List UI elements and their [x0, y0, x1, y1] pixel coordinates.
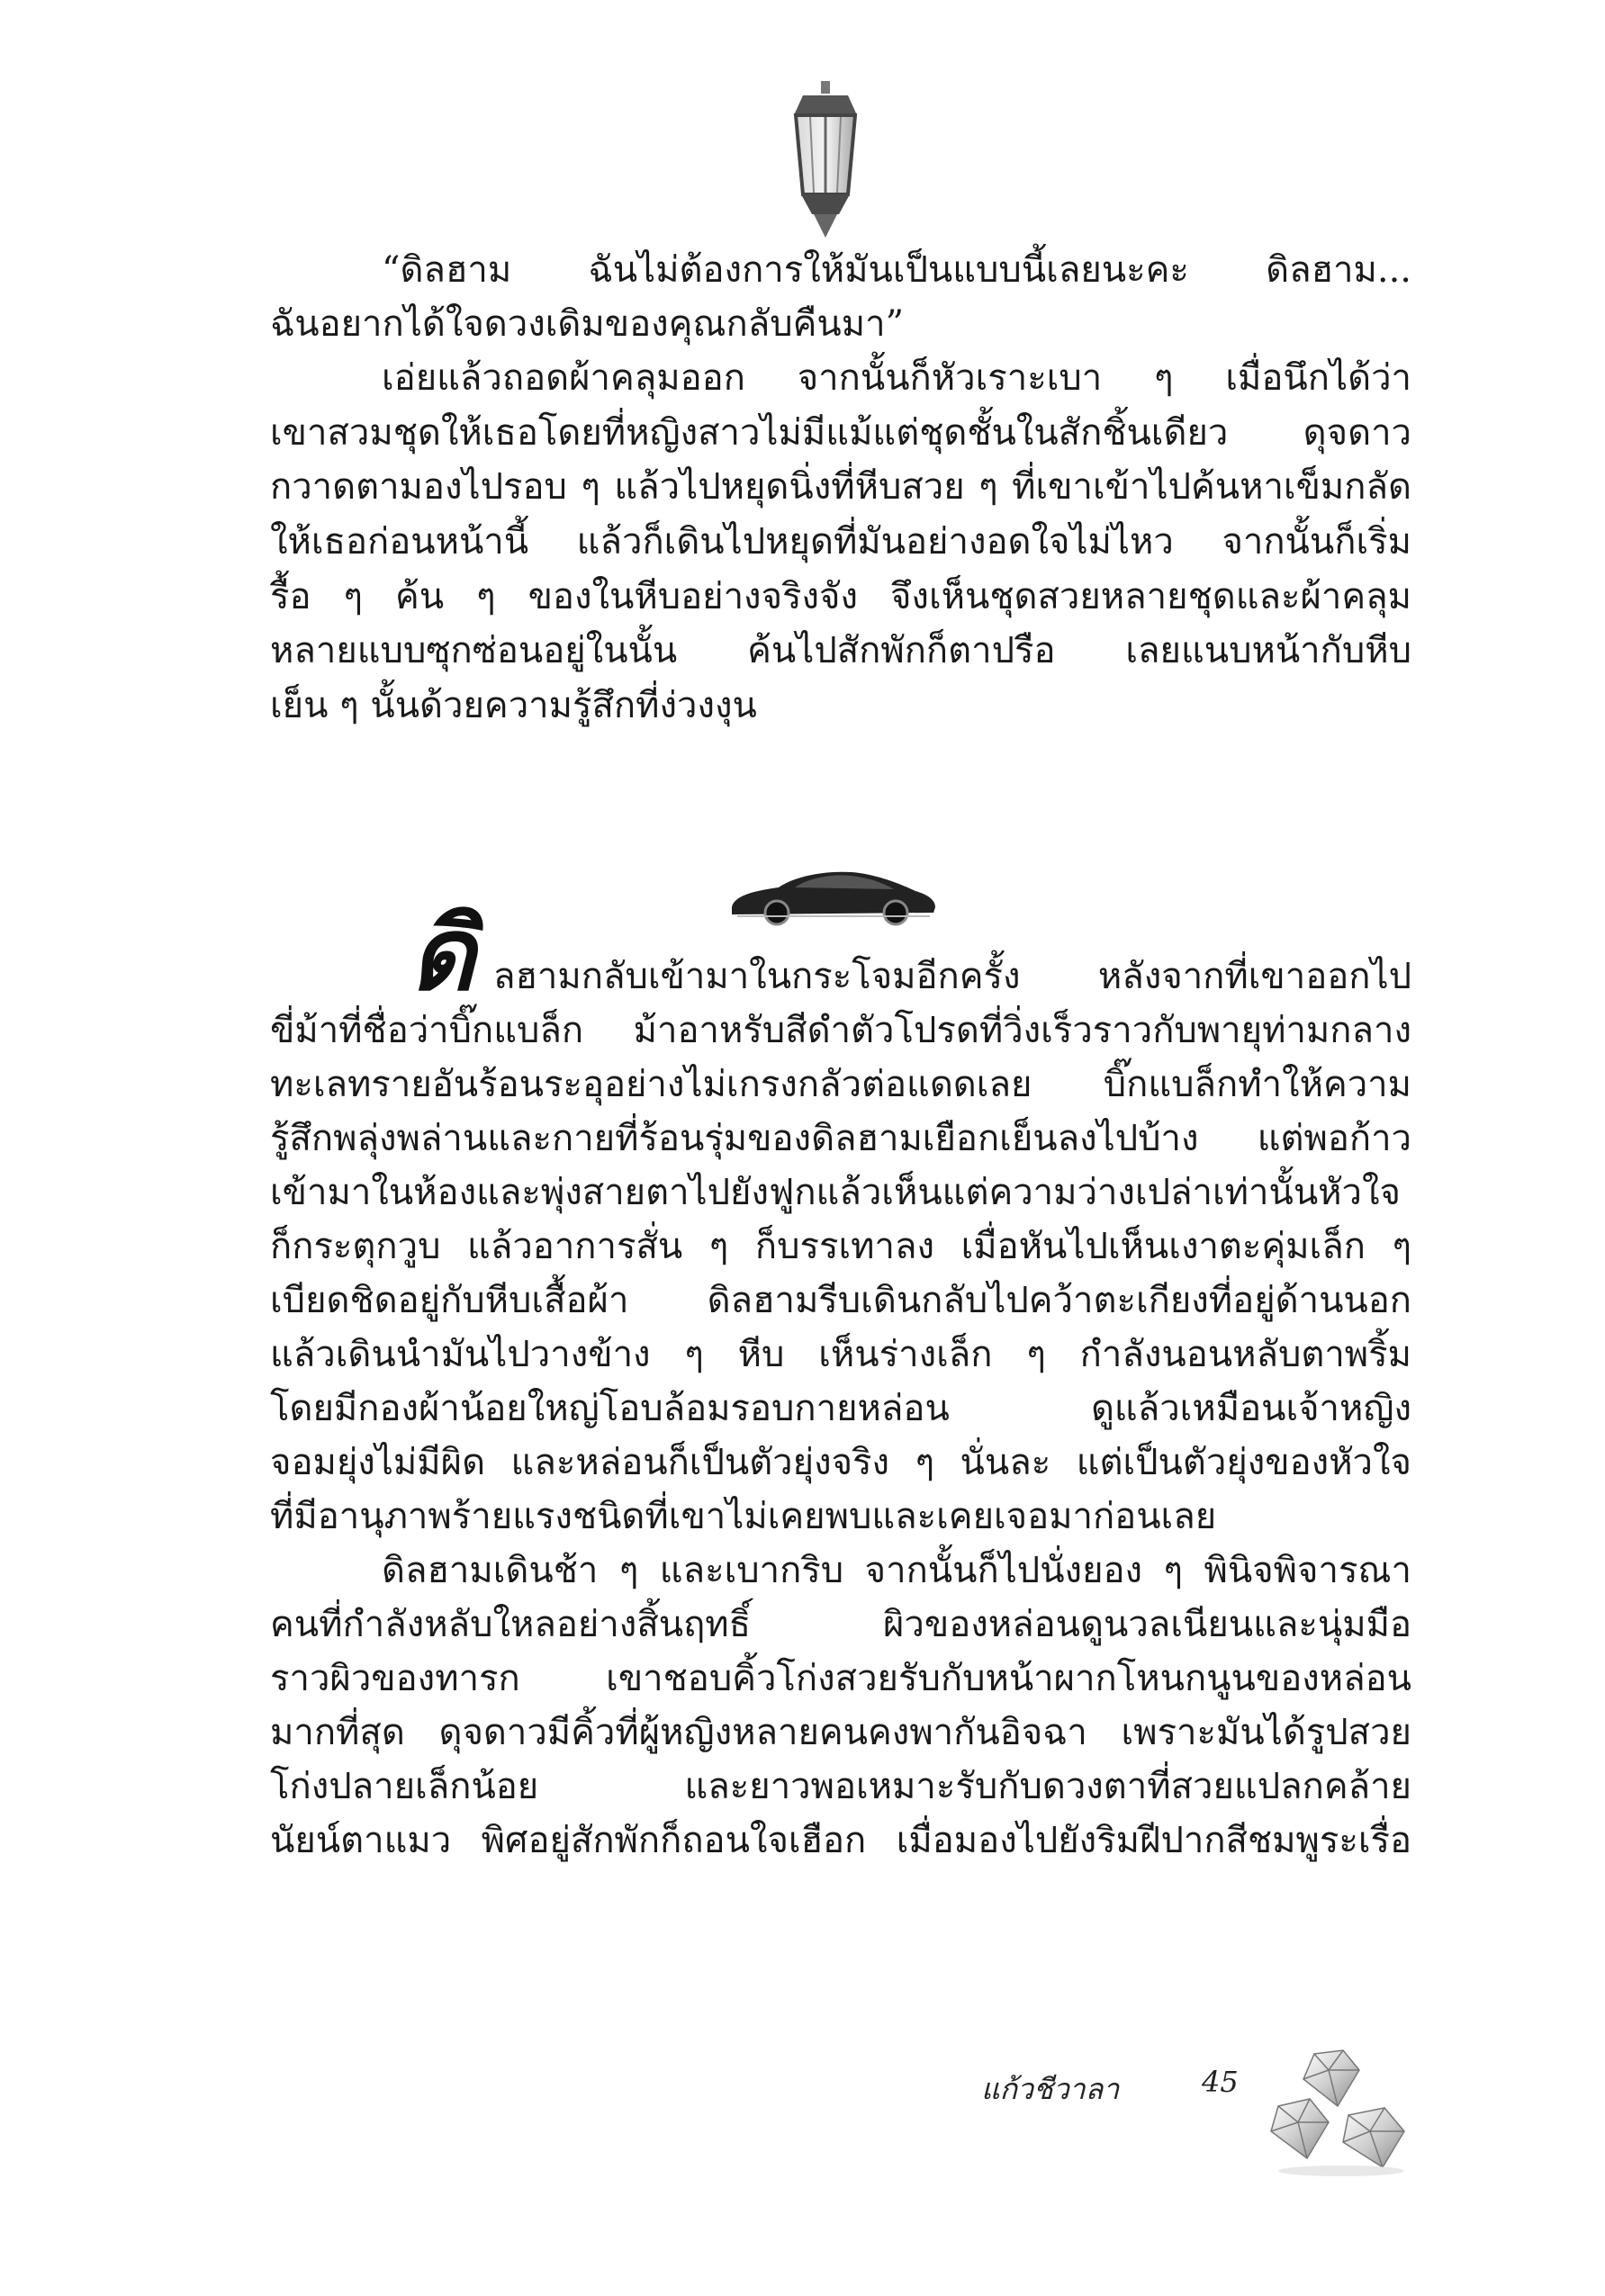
paragraph-line: ฉันอยากได้ใจดวงเดิมของคุณกลับคืนมา”: [270, 303, 905, 345]
paragraph-line: โดยมีกองผ้าน้อยใหญ่โอบล้อมรอบกายหล่อน ดูแล้วเหมือนเจ้าหญิง: [270, 1388, 1411, 1429]
diamonds-icon: [1260, 2043, 1422, 2178]
paragraph-line: นัยน์ตาแมว พิศอยู่สักพักก็ถอนใจเฮือก เมื่อมองไปยังริมฝีปากสีชมพูระเรื่อ: [270, 1820, 1411, 1861]
sports-car-icon: [725, 864, 941, 929]
page-number: 45: [1202, 2065, 1239, 2099]
paragraph-line: คนที่กำลังหลับใหลอย่างสิ้นฤทธิ์ ผิวของหล่อนดูนวลเนียนและนุ่มมือ: [270, 1604, 1411, 1645]
drop-cap: ดิ: [410, 896, 475, 1013]
paragraph-line: รู้สึกพลุ่งพล่านและกายที่ร้อนรุ่มของดิลฮามเยือกเย็นลงไปบ้าง แต่พอก้าว: [270, 1118, 1411, 1159]
lantern-icon: [776, 79, 875, 241]
paragraph-line: ดิลฮามเดินช้า ๆ และเบากริบ จากนั้นก็ไปนั่งยอง ๆ พินิจพิจารณา: [382, 1550, 1411, 1591]
paragraph-line: เขาสวมชุดให้เธอโดยที่หญิงสาวไม่มีแม้แต่ชุดชั้นในสักชิ้นเดียว ดุจดาว: [270, 412, 1411, 454]
paragraph-line: ลฮามกลับเข้ามาในกระโจมอีกครั้ง หลังจากที่เขาออกไป: [493, 956, 1411, 997]
paragraph-line: ที่มีอานุภาพร้ายแรงชนิดที่เขาไม่เคยพบและเคยเจอมาก่อนเลย: [270, 1496, 1217, 1537]
paragraph-line: ให้เธอก่อนหน้านี้ แล้วก็เดินไปหยุดที่มันอย่างอดใจไม่ไหว จากนั้นก็เริ่ม: [270, 521, 1411, 563]
paragraph-line: “ดิลฮาม ฉันไม่ต้องการให้มันเป็นแบบนี้เลยนะคะ ดิลฮาม...: [382, 249, 1411, 291]
paragraph-line: จอมยุ่งไม่มีผิด และหล่อนก็เป็นตัวยุ่งจริง ๆ นั่นละ แต่เป็นตัวยุ่งของหัวใจ: [270, 1442, 1411, 1483]
book-title: แก้วชีวาลา: [981, 2072, 1120, 2106]
paragraph-line: เอ่ยแล้วถอดผ้าคลุมออก จากนั้นก็หัวเราะเบา ๆ เมื่อนึกได้ว่า: [382, 357, 1411, 399]
paragraph-line: เย็น ๆ นั้นด้วยความรู้สึกที่ง่วงงุน: [270, 685, 757, 726]
paragraph-line: แล้วเดินนำมันไปวางข้าง ๆ หีบ เห็นร่างเล็ก ๆ กำลังนอนหลับตาพริ้ม: [270, 1334, 1411, 1375]
paragraph-line: ราวผิวของทารก เขาชอบคิ้วโก่งสวยรับกับหน้าผากโหนกนูนของหล่อน: [270, 1658, 1411, 1699]
paragraph-line: รื้อ ๆ ค้น ๆ ของในหีบอย่างจริงจัง จึงเห็นชุดสวยหลายชุดและผ้าคลุม: [270, 576, 1411, 617]
paragraph-line: กวาดตามองไปรอบ ๆ แล้วไปหยุดนิ่งที่หีบสวย ๆ ที่เขาเข้าไปค้นหาเข็มกลัด: [270, 466, 1411, 508]
paragraph-line: เข้ามาในห้องและพุ่งสายตาไปยังฟูกแล้วเห็นแต่ความว่างเปล่าเท่านั้นหัวใจ: [270, 1172, 1401, 1213]
paragraph-line: โก่งปลายเล็กน้อย และยาวพอเหมาะรับกับดวงตาที่สวยแปลกคล้าย: [270, 1766, 1411, 1807]
paragraph-line: หลายแบบซุกซ่อนอยู่ในนั้น ค้นไปสักพักก็ตาปรือ เลยแนบหน้ากับหีบ: [270, 630, 1411, 671]
paragraph-line: มากที่สุด ดุจดาวมีคิ้วที่ผู้หญิงหลายคนคงพากันอิจฉา เพราะมันได้รูปสวย: [270, 1712, 1411, 1753]
paragraph-line: เบียดชิดอยู่กับหีบเสื้อผ้า ดิลฮามรีบเดินกลับไปคว้าตะเกียงที่อยู่ด้านนอก: [270, 1280, 1411, 1321]
paragraph-line: ทะเลทรายอันร้อนระอุอย่างไม่เกรงกลัวต่อแดดเลย บิ๊กแบล็กทำให้ความ: [270, 1064, 1411, 1105]
paragraph-line: ขี่ม้าที่ชื่อว่าบิ๊กแบล็ก ม้าอาหรับสีดำตัวโปรดที่วิ่งเร็วราวกับพายุท่ามกลาง: [270, 1010, 1411, 1051]
paragraph-line: ก็กระตุกวูบ แล้วอาการสั่น ๆ ก็บรรเทาลง เมื่อหันไปเห็นเงาตะคุ่มเล็ก ๆ: [270, 1226, 1411, 1267]
